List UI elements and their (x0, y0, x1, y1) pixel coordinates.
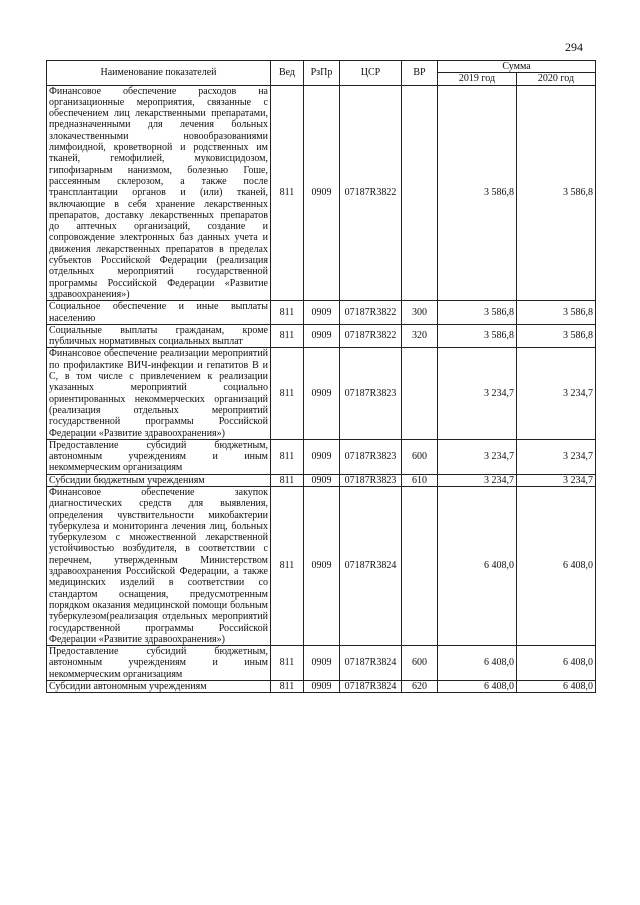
cell-csr: 07187R3822 (340, 301, 402, 325)
cell-rzpr: 0909 (304, 681, 340, 693)
cell-vr: 600 (402, 646, 438, 681)
table-row (47, 348, 596, 439)
cell-sum-2020: 6 408,0 (517, 681, 596, 693)
cell-ved: 811 (271, 681, 304, 693)
cell-vr (402, 85, 438, 301)
header-rzpr: РзПр (304, 61, 340, 86)
cell-sum-2020: 6 408,0 (517, 486, 596, 645)
cell-csr: 07187R3823 (340, 474, 402, 486)
table-row (47, 301, 596, 325)
cell-name: Финансовое обеспечение расходов на организационные мероприятия, связанные с обеспечением лиц лекарственными препаратами, предназначенными для лечения больных злокачественными новообразованиями лимфоидной, кроветворной и родственных им тканей, гемофилией, муковисцидозом, гипофизарным нанизмом, болезнью Гоше, рассеянным склерозом, а также после трансплантации органов и (или) тканей, включающие в себя хранение лекарственных препаратов, доставку лекарственных препаратов до аптечных организаций, создание и сопровождение электронных баз данных учета и движения лекарственных препаратов в пределах субъектов Российской Федерации (реализация отдельных мероприятий государственной программы Российской Федерации «Развитие здравоохранения») (47, 85, 271, 301)
header-year-2019: 2019 год (438, 73, 517, 85)
cell-sum-2020: 3 234,7 (517, 348, 596, 439)
header-csr: ЦСР (340, 61, 402, 86)
cell-rzpr: 0909 (304, 439, 340, 474)
cell-csr: 07187R3823 (340, 439, 402, 474)
cell-sum-2019: 6 408,0 (438, 681, 517, 693)
cell-csr: 07187R3823 (340, 348, 402, 439)
cell-sum-2019: 3 234,7 (438, 439, 517, 474)
cell-csr: 07187R3824 (340, 646, 402, 681)
table-header (47, 61, 596, 86)
cell-vr: 300 (402, 301, 438, 325)
cell-vr: 610 (402, 474, 438, 486)
header-vr: ВР (402, 61, 438, 86)
cell-ved: 811 (271, 348, 304, 439)
cell-rzpr: 0909 (304, 85, 340, 301)
cell-vr: 600 (402, 439, 438, 474)
cell-name: Предоставление субсидий бюджетным, автономным учреждениям и иным некоммерческим организациям (47, 439, 271, 474)
cell-sum-2019: 3 586,8 (438, 301, 517, 325)
cell-vr: 320 (402, 324, 438, 348)
cell-name: Социальные выплаты гражданам, кроме публичных нормативных социальных выплат (47, 324, 271, 348)
cell-csr: 07187R3824 (340, 486, 402, 645)
cell-sum-2020: 3 586,8 (517, 324, 596, 348)
cell-csr: 07187R3822 (340, 324, 402, 348)
cell-vr (402, 348, 438, 439)
header-name: Наименование показателей (47, 61, 271, 86)
table-row (47, 681, 596, 693)
cell-ved: 811 (271, 324, 304, 348)
cell-sum-2019: 3 234,7 (438, 474, 517, 486)
cell-sum-2020: 6 408,0 (517, 646, 596, 681)
cell-ved: 811 (271, 439, 304, 474)
table-body (47, 85, 596, 693)
table-row (47, 439, 596, 474)
cell-ved: 811 (271, 301, 304, 325)
table-row (47, 85, 596, 301)
header-year-2020: 2020 год (517, 73, 596, 85)
page-number: 294 (565, 40, 583, 54)
cell-ved: 811 (271, 474, 304, 486)
table-row (47, 486, 596, 645)
cell-ved: 811 (271, 486, 304, 645)
cell-rzpr: 0909 (304, 348, 340, 439)
header-ved: Вед (271, 61, 304, 86)
cell-name: Предоставление субсидий бюджетным, автономным учреждениям и иным некоммерческим организациям (47, 646, 271, 681)
cell-sum-2020: 3 234,7 (517, 474, 596, 486)
cell-rzpr: 0909 (304, 474, 340, 486)
cell-rzpr: 0909 (304, 301, 340, 325)
cell-vr: 620 (402, 681, 438, 693)
cell-name: Субсидии автономным учреждениям (47, 681, 271, 693)
cell-name: Финансовое обеспечение закупок диагностических средств для выявления, определения чувствительности микобактерии туберкулеза и мониторинга лечения лиц, больных туберкулезом с множественной лекарственной устойчивостью возбудителя, в соответствии с перечнем, утвержденным Министерством здравоохранения Российской Федерации, а также медицинских изделий в соответствии со стандартом оснащения, предусмотренным порядком оказания медицинской помощи больным туберкулезом(реализация отдельных мероприятий государственной программы Российской Федерации «Развитие здравоохранения») (47, 486, 271, 645)
cell-sum-2019: 3 234,7 (438, 348, 517, 439)
cell-csr: 07187R3824 (340, 681, 402, 693)
cell-rzpr: 0909 (304, 646, 340, 681)
cell-name: Субсидии бюджетным учреждениям (47, 474, 271, 486)
table-row (47, 324, 596, 348)
cell-vr (402, 486, 438, 645)
cell-rzpr: 0909 (304, 324, 340, 348)
cell-sum-2019: 6 408,0 (438, 646, 517, 681)
budget-table (46, 60, 596, 693)
table-row (47, 474, 596, 486)
cell-sum-2020: 3 586,8 (517, 85, 596, 301)
cell-sum-2020: 3 234,7 (517, 439, 596, 474)
table-row (47, 646, 596, 681)
cell-sum-2019: 3 586,8 (438, 324, 517, 348)
cell-ved: 811 (271, 85, 304, 301)
header-sum: Сумма (438, 61, 596, 73)
cell-ved: 811 (271, 646, 304, 681)
cell-csr: 07187R3822 (340, 85, 402, 301)
cell-sum-2020: 3 586,8 (517, 301, 596, 325)
cell-rzpr: 0909 (304, 486, 340, 645)
cell-sum-2019: 6 408,0 (438, 486, 517, 645)
cell-sum-2019: 3 586,8 (438, 85, 517, 301)
cell-name: Социальное обеспечение и иные выплаты населению (47, 301, 271, 325)
cell-name: Финансовое обеспечение реализации мероприятий по профилактике ВИЧ-инфекции и гепатитов B и C, в том числе с привлечением к реализации указанных мероприятий социально ориентированных некоммерческих организаций (реализация отдельных мероприятий государственной программы Российской Федерации «Развитие здравоохранения») (47, 348, 271, 439)
